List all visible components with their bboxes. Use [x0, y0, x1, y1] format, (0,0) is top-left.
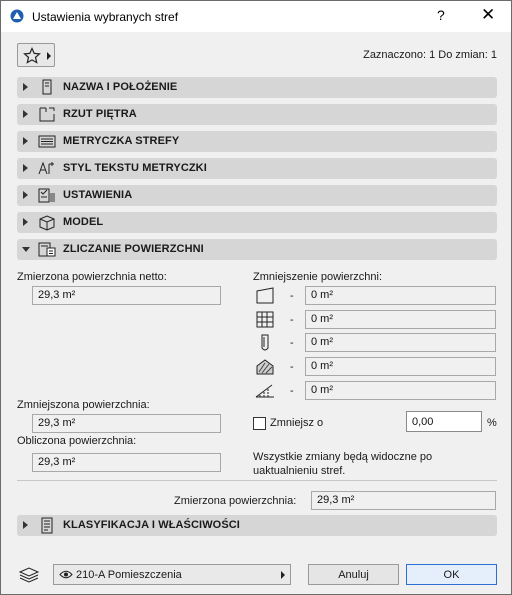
panel-klasyfikacja-i-wlasciwosci[interactable]	[17, 515, 497, 536]
expand-arrow-icon	[23, 191, 28, 199]
help-button[interactable]: ?	[437, 7, 445, 23]
reduction-dash: -	[290, 361, 294, 373]
window-title: Ustawienia wybranych stref	[32, 10, 179, 24]
calculated-area-label: Obliczona powierzchnia:	[17, 435, 137, 447]
reduction-dash: -	[290, 385, 294, 397]
measured-area-field: 29,3 m²	[311, 491, 496, 510]
panel-rzut-pietra[interactable]	[17, 104, 497, 125]
expand-arrow-icon	[23, 521, 28, 529]
reduce-by-input[interactable]: 0,00	[406, 411, 482, 432]
selection-info: Zaznaczono: 1 Do zmian: 1	[363, 49, 497, 61]
reduced-area-label: Zmniejszona powierzchnia:	[17, 399, 150, 411]
layer-name: 210-A Pomieszczenia	[76, 569, 182, 581]
reduced-area-field: 29,3 m²	[32, 414, 221, 433]
dropdown-arrow-icon	[281, 571, 285, 579]
floor-plan-icon	[37, 106, 57, 123]
archicad-logo-icon	[10, 9, 24, 23]
settings-icon	[37, 187, 57, 204]
reduction-field-grid: 0 m²	[305, 310, 496, 329]
area-calculation-icon	[37, 241, 57, 258]
favorites-arrow-icon	[47, 52, 51, 60]
panel-label: METRYCZKA STREFY	[63, 135, 180, 147]
reduction-dash: -	[290, 290, 294, 302]
expand-arrow-icon	[23, 83, 28, 91]
fill-hatch-icon	[254, 357, 276, 377]
classification-icon	[37, 517, 57, 534]
panel-model[interactable]	[17, 212, 497, 233]
reduction-field-fill: 0 m²	[305, 357, 496, 376]
percent-unit: %	[487, 417, 497, 429]
panel-label: USTAWIENIA	[63, 189, 133, 201]
title-bar	[1, 1, 511, 32]
low-ceiling-icon	[254, 286, 276, 306]
update-note-line1: Wszystkie zmiany będą widoczne po	[253, 451, 433, 463]
area-reduction-label: Zmniejszenie powierzchni:	[253, 271, 382, 283]
panel-ustawienia[interactable]	[17, 185, 497, 206]
eye-icon	[59, 569, 73, 580]
column-grid-icon	[254, 310, 276, 330]
panel-styl-tekstu-metryczki[interactable]	[17, 158, 497, 179]
measured-net-area-field: 29,3 m²	[32, 286, 221, 305]
panel-nazwa-i-polozenie[interactable]	[17, 77, 497, 98]
layer-select[interactable]	[53, 564, 291, 585]
expand-arrow-icon	[23, 218, 28, 226]
update-note-line2: uaktualnieniu stref.	[253, 465, 346, 477]
calculated-area-field: 29,3 m²	[32, 453, 221, 472]
zone-tag-icon	[37, 79, 57, 96]
close-button[interactable]: ✕	[481, 5, 496, 24]
reduction-field-low-ceiling: 0 m²	[305, 286, 496, 305]
expand-arrow-icon	[23, 164, 28, 172]
favorites-button[interactable]	[17, 43, 55, 67]
cancel-button[interactable]: Anuluj	[308, 564, 399, 585]
zone-stamp-icon	[37, 133, 57, 150]
separator	[17, 480, 497, 481]
star-icon	[23, 47, 41, 65]
slope-roof-icon	[254, 381, 276, 401]
reduction-dash: -	[290, 337, 294, 349]
panel-label: ZLICZANIE POWIERZCHNI	[63, 243, 204, 255]
reduction-dash: -	[290, 314, 294, 326]
expand-arrow-icon	[23, 110, 28, 118]
expand-arrow-icon	[23, 137, 28, 145]
reduce-by-label: Zmniejsz o	[270, 417, 324, 429]
reduction-field-slope: 0 m²	[305, 381, 496, 400]
panel-label: MODEL	[63, 216, 104, 228]
reduction-field-column: 0 m²	[305, 333, 496, 352]
panel-label: STYL TEKSTU METRYCZKI	[63, 162, 207, 174]
column-icon	[254, 333, 276, 353]
layers-icon	[18, 565, 40, 583]
panel-metryczka-strefy[interactable]	[17, 131, 497, 152]
reduce-by-checkbox[interactable]	[253, 417, 266, 430]
text-style-icon	[37, 160, 57, 177]
panel-label: RZUT PIĘTRA	[63, 108, 137, 120]
panel-label: NAZWA I POŁOŻENIE	[63, 81, 178, 93]
measured-area-label: Zmierzona powierzchnia:	[174, 495, 297, 507]
model-cube-icon	[37, 214, 57, 231]
measured-net-area-label: Zmierzona powierzchnia netto:	[17, 271, 167, 283]
collapse-arrow-icon	[22, 247, 30, 252]
ok-button[interactable]: OK	[406, 564, 497, 585]
panel-zliczanie-powierzchni[interactable]	[17, 239, 497, 260]
panel-label: KLASYFIKACJA I WŁAŚCIWOŚCI	[63, 519, 240, 531]
